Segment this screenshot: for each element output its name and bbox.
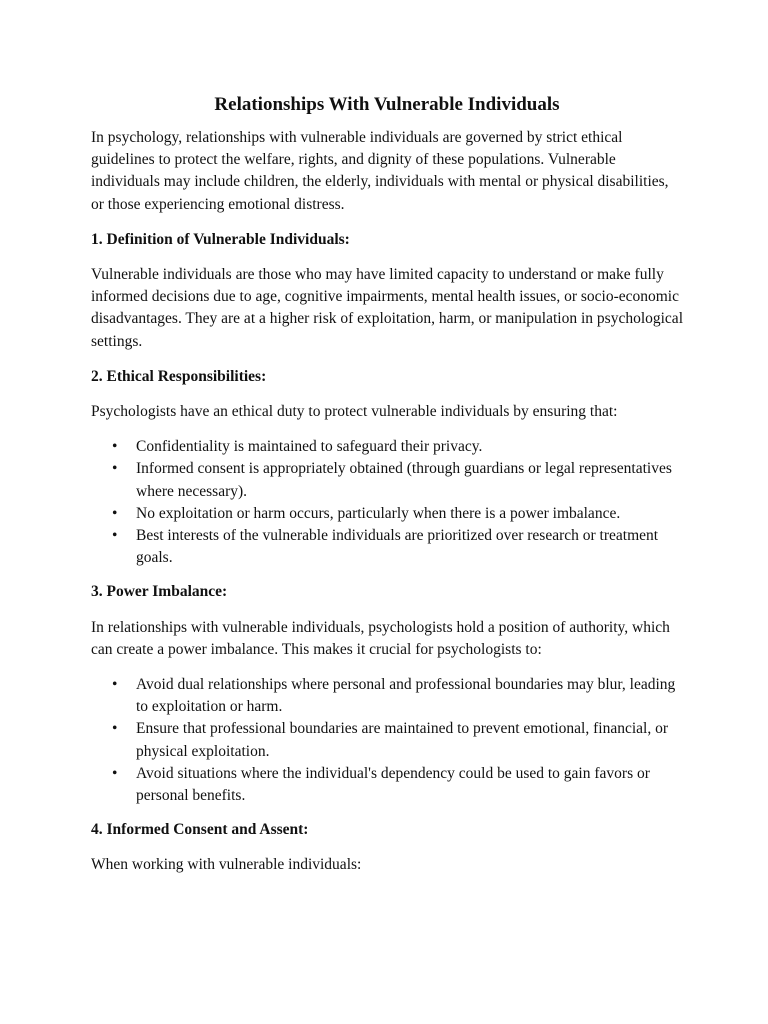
intro-paragraph: In psychology, relationships with vulnerable individuals are governed by strict ethical guidelines to protect the welfare, rights, and dignity of these populations. Vulnerable individuals may include children, the elderly, individuals with mental or physical disabilities, or those experiencing emotional distress. bbox=[91, 129, 669, 213]
bullet-icon: • bbox=[112, 676, 118, 694]
list-item bbox=[112, 458, 683, 502]
list-item bbox=[112, 525, 683, 569]
bullet-icon: • bbox=[112, 527, 118, 545]
section-3-heading: 3. Power Imbalance: bbox=[91, 583, 228, 601]
section-4-heading: 4. Informed Consent and Assent: bbox=[91, 821, 309, 839]
document-title: Relationships With Vulnerable Individuals bbox=[214, 94, 560, 115]
list-item-text: Avoid situations where the individual's dependency could be used to gain favors or personal benefits. bbox=[136, 764, 650, 805]
bullet-icon: • bbox=[112, 504, 118, 522]
bullet-icon: • bbox=[112, 720, 118, 738]
list-item-text: Best interests of the vulnerable individuals are prioritized over research or treatment goals. bbox=[136, 527, 659, 567]
list-item-text: No exploitation or harm occurs, particularly when there is a power imbalance. bbox=[136, 504, 621, 522]
list-item-text: Informed consent is appropriately obtained (through guardians or legal representatives where necessary). bbox=[136, 460, 672, 500]
section-3-bullet-list bbox=[91, 674, 683, 807]
bullet-icon: • bbox=[112, 764, 118, 782]
list-item bbox=[112, 718, 683, 762]
list-item bbox=[112, 436, 683, 458]
section-4-paragraph: When working with vulnerable individuals: bbox=[91, 856, 362, 874]
section-2-bullet-list bbox=[91, 436, 683, 569]
list-item bbox=[112, 674, 683, 718]
list-item-text: Ensure that professional boundaries are maintained to prevent emotional, financial, or physical exploitation. bbox=[136, 720, 668, 760]
bullet-icon: • bbox=[112, 460, 118, 478]
list-item-text: Confidentiality is maintained to safeguard their privacy. bbox=[136, 438, 483, 456]
section-1-heading: 1. Definition of Vulnerable Individuals: bbox=[91, 230, 350, 248]
section-3-paragraph: In relationships with vulnerable individuals, psychologists hold a position of authority, which can create a power imbalance. This makes it crucial for psychologists to: bbox=[91, 618, 670, 658]
section-2-heading: 2. Ethical Responsibilities: bbox=[91, 367, 267, 385]
list-item bbox=[112, 763, 683, 807]
list-item-text: Avoid dual relationships where personal and professional boundaries may blur, leading to exploitation or harm. bbox=[136, 676, 676, 716]
bullet-icon: • bbox=[112, 438, 118, 456]
section-1-paragraph: Vulnerable individuals are those who may have limited capacity to understand or make fully informed decisions due to age, cognitive impairments, mental health issues, or socio-economic disadvantages. They are at a higher risk of exploitation, harm, or manipulation in psychological settings. bbox=[91, 266, 683, 350]
section-2-paragraph: Psychologists have an ethical duty to protect vulnerable individuals by ensuring that: bbox=[91, 403, 618, 421]
document-page bbox=[91, 92, 683, 890]
list-item bbox=[112, 503, 683, 525]
